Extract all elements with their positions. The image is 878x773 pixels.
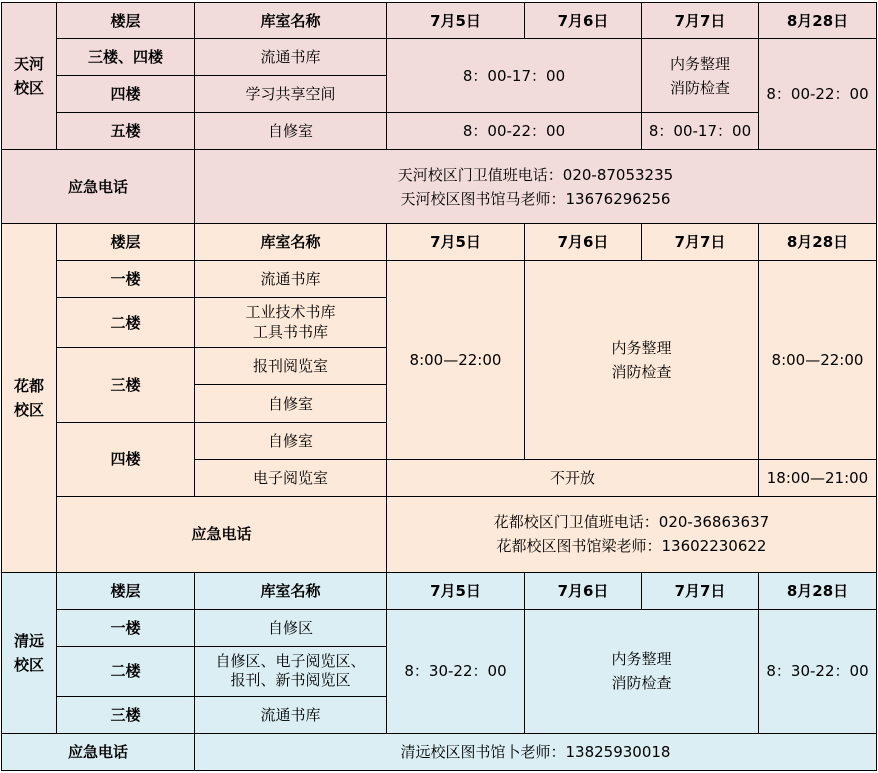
campus-huadu: 花都 校区 [2,224,57,572]
floor-cell: 三楼 [57,348,195,422]
hours-cell: 8：00-17：00 [642,113,759,150]
internal-work-cell: 内务整理 消防检查 [642,39,759,113]
hours-cell: 8:00—22:00 [387,261,525,459]
library-schedule-table [1,2,877,771]
emergency-label: 应急电话 [2,733,195,770]
floor-cell: 一楼 [57,609,195,646]
emergency-phones: 天河校区门卫值班电话：020-87053235 天河校区图书馆马老师：13676296256 [195,150,877,224]
hours-cell-late: 8：30-22：00 [759,609,877,733]
hours-cell: 8：00-22：00 [387,113,642,150]
hours-cell: 8：00-17：00 [387,39,642,113]
emergency-phones: 花都校区门卫值班电话：020-36863637 花都校区图书馆梁老师：13602230622 [387,496,877,572]
closed-cell: 不开放 [387,459,759,496]
emergency-phones: 清远校区图书馆卜老师：13825930018 [195,733,877,770]
floor-cell: 四楼 [57,76,195,113]
floor-cell: 二楼 [57,298,195,348]
header-room: 库室名称 [195,3,387,39]
hours-cell-late: 8:00—22:00 [759,261,877,459]
floor-cell: 四楼 [57,422,195,496]
campus-qingyuan: 清远 校区 [2,572,57,733]
room-cell: 流通书库 [195,39,387,76]
room-cell: 自修室 [195,113,387,150]
floor-cell: 一楼 [57,261,195,298]
header-date-jul7: 7月7日 [642,224,759,261]
header-room: 库室名称 [195,224,387,261]
room-cell: 电子阅览室 [195,459,387,496]
header-date-jul6: 7月6日 [525,3,642,39]
floor-cell: 三楼 [57,696,195,733]
header-floor: 楼层 [57,3,195,39]
emergency-label: 应急电话 [57,496,387,572]
header-date-jul6: 7月6日 [525,572,642,609]
floor-cell: 五楼 [57,113,195,150]
header-room: 库室名称 [195,572,387,609]
room-cell: 流通书库 [195,696,387,733]
room-cell: 工业技术书库 工具书书库 [195,298,387,348]
header-date-jul6: 7月6日 [525,224,642,261]
room-cell: 报刊阅览室 [195,348,387,385]
room-cell: 自修区 [195,609,387,646]
header-date-jul5: 7月5日 [387,3,525,39]
header-date-aug28: 8月28日 [759,224,877,261]
header-date-jul7: 7月7日 [642,572,759,609]
hours-cell-late: 8：00-22：00 [759,39,877,150]
header-floor: 楼层 [57,572,195,609]
room-cell: 自修区、电子阅览区、 报刊、新书阅览区 [195,646,387,696]
campus-tianhe: 天河 校区 [2,3,57,150]
header-date-jul7: 7月7日 [642,3,759,39]
hours-cell: 8：30-22：00 [387,609,525,733]
header-date-aug28: 8月28日 [759,3,877,39]
header-date-aug28: 8月28日 [759,572,877,609]
header-date-jul5: 7月5日 [387,572,525,609]
header-floor: 楼层 [57,224,195,261]
floor-cell: 二楼 [57,646,195,696]
room-cell: 自修室 [195,422,387,459]
room-cell: 学习共享空间 [195,76,387,113]
room-cell: 流通书库 [195,261,387,298]
room-cell: 自修室 [195,385,387,422]
internal-work-cell: 内务整理 消防检查 [525,261,759,459]
hours-cell: 18:00—21:00 [759,459,877,496]
internal-work-cell: 内务整理 消防检查 [525,609,759,733]
floor-cell: 三楼、四楼 [57,39,195,76]
emergency-label: 应急电话 [2,150,195,224]
header-date-jul5: 7月5日 [387,224,525,261]
